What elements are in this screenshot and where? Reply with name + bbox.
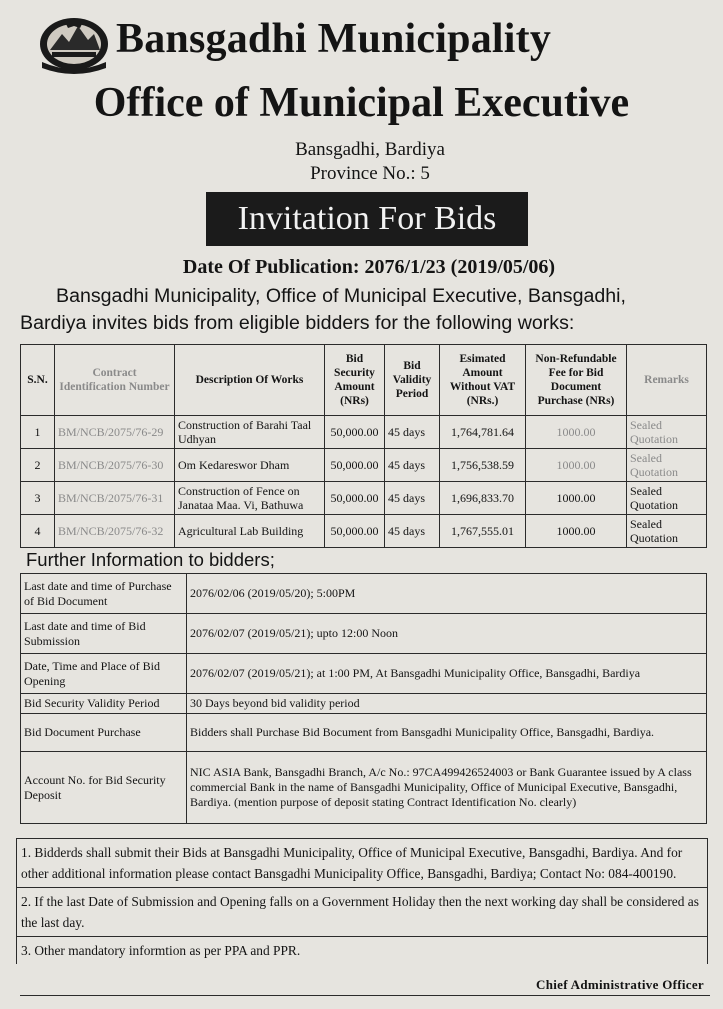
further-info-table [20,573,707,824]
cell-fee: 1000.00 [526,515,627,548]
works-header-row [21,345,707,416]
cell-bid-security: 50,000.00 [325,482,385,515]
cell-contract-id: BM/NCB/2075/76-30 [55,449,175,482]
cell-estimated-amount: 1,767,555.01 [440,515,526,548]
info-key: Bid Document Purchase [21,714,187,752]
header-estimated-amount: Esimated Amount Without VAT (NRs.) [440,345,526,416]
intro-line-2: Bardiya invites bids from eligible bidders for the following works: [20,312,575,334]
cell-contract-id: BM/NCB/2075/76-31 [55,482,175,515]
office-name: Office of Municipal Executive [93,80,630,126]
cell-estimated-amount: 1,756,538.59 [440,449,526,482]
info-value: 2076/02/07 (2019/05/21); at 1:00 PM, At Bansgadhi Municipality Office, Bansgadhi, Bardiya [187,654,707,694]
cell-bid-security: 50,000.00 [325,416,385,449]
header-fee: Non-Refundable Fee for Bid Document Purchase (NRs) [526,345,627,416]
cell-estimated-amount: 1,764,781.64 [440,416,526,449]
cell-description: Om Kedareswor Dham [175,449,325,482]
cell-sn: 4 [21,515,55,548]
cell-remarks: Sealed Quotation [627,416,707,449]
info-value: Bidders shall Purchase Bid Bocument from Bansgadhi Municipality Office, Bansgadhi, Bardiya. [187,714,707,752]
signature-title: Chief Administrative Officer [536,977,704,992]
note-item: 1. Bidderds shall submit their Bids at Bansgadhi Municipality, Office of Municipal Executive, Bansgadhi, Bardiya. And for other additional information please contact Bansgadhi Municipality Office, Bansgadhi, Bardiya; Contact No: 084-400190. [17,839,707,888]
info-row [21,574,707,614]
cell-sn: 2 [21,449,55,482]
cell-bid-security: 50,000.00 [325,449,385,482]
header-contract-id: Contract Identification Number [55,345,175,416]
cell-contract-id: BM/NCB/2075/76-32 [55,515,175,548]
note-item: 2. If the last Date of Submission and Opening falls on a Government Holiday then the next working day shall be considered as the last day. [17,888,707,937]
cell-fee: 1000.00 [526,416,627,449]
cell-sn: 3 [21,482,55,515]
cell-description: Construction of Fence on Janataa Maa. Vi, Bathuwa [175,482,325,515]
info-row [21,614,707,654]
intro-paragraph [20,283,716,337]
table-row [21,416,707,449]
info-row [21,714,707,752]
cell-description: Agricultural Lab Building [175,515,325,548]
info-value: 30 Days beyond bid validity period [187,694,707,714]
table-row [21,449,707,482]
info-row [21,654,707,694]
info-key: Last date and time of Bid Submission [21,614,187,654]
info-key: Bid Security Validity Period [21,694,187,714]
cell-bid-validity: 45 days [385,482,440,515]
cell-bid-security: 50,000.00 [325,515,385,548]
header-description: Description Of Works [175,345,325,416]
notes-section [16,838,708,964]
address-line-2: Province No.: 5 [310,163,430,184]
intro-line-1: Bansgadhi Municipality, Office of Municipal Executive, Bansgadhi, [56,285,626,307]
further-info-heading: Further Information to bidders; [26,549,275,570]
info-key: Date, Time and Place of Bid Opening [21,654,187,694]
note-item: 3. Other mandatory informtion as per PPA and PPR. [21,943,301,958]
cell-bid-validity: 45 days [385,416,440,449]
cell-bid-validity: 45 days [385,515,440,548]
publication-date: Date Of Publication: 2076/1/23 (2019/05/06) [182,256,556,278]
bottom-rule [20,995,710,996]
cell-contract-id: BM/NCB/2075/76-29 [55,416,175,449]
table-row [21,482,707,515]
works-table [20,344,707,548]
table-row [21,515,707,548]
cell-remarks: Sealed Quotation [627,482,707,515]
address-line-1: Bansgadhi, Bardiya [295,139,445,160]
info-key: Account No. for Bid Security Deposit [21,752,187,824]
info-value: 2076/02/07 (2019/05/21); upto 12:00 Noon [187,614,707,654]
cell-remarks: Sealed Quotation [627,449,707,482]
cell-estimated-amount: 1,696,833.70 [440,482,526,515]
header-bid-security: Bid Security Amount (NRs) [325,345,385,416]
cell-sn: 1 [21,416,55,449]
info-key: Last date and time of Purchase of Bid Document [21,574,187,614]
org-name: Bansgadhi Municipality [116,16,552,62]
municipality-emblem-icon [36,10,112,74]
header-sn: S.N. [21,345,55,416]
header-remarks: Remarks [627,345,707,416]
cell-remarks: Sealed Quotation [627,515,707,548]
invitation-banner: Invitation For Bids [206,192,528,246]
info-row [21,694,707,714]
cell-fee: 1000.00 [526,482,627,515]
info-row [21,752,707,824]
header-bid-validity: Bid Validity Period [385,345,440,416]
info-value: 2076/02/06 (2019/05/20); 5:00PM [187,574,707,614]
cell-bid-validity: 45 days [385,449,440,482]
cell-fee: 1000.00 [526,449,627,482]
info-value: NIC ASIA Bank, Bansgadhi Branch, A/c No.: 97CA499426524003 or Bank Guarantee issued by A class commercial Bank in the name of Bansgadhi Municipality, Office of Municipal Executive, Bansgadhi, Bardiya. (mention purpose of deposit stating Contract Identification No. clearly) [187,752,707,824]
cell-description: Construction of Barahi Taal Udhyan [175,416,325,449]
